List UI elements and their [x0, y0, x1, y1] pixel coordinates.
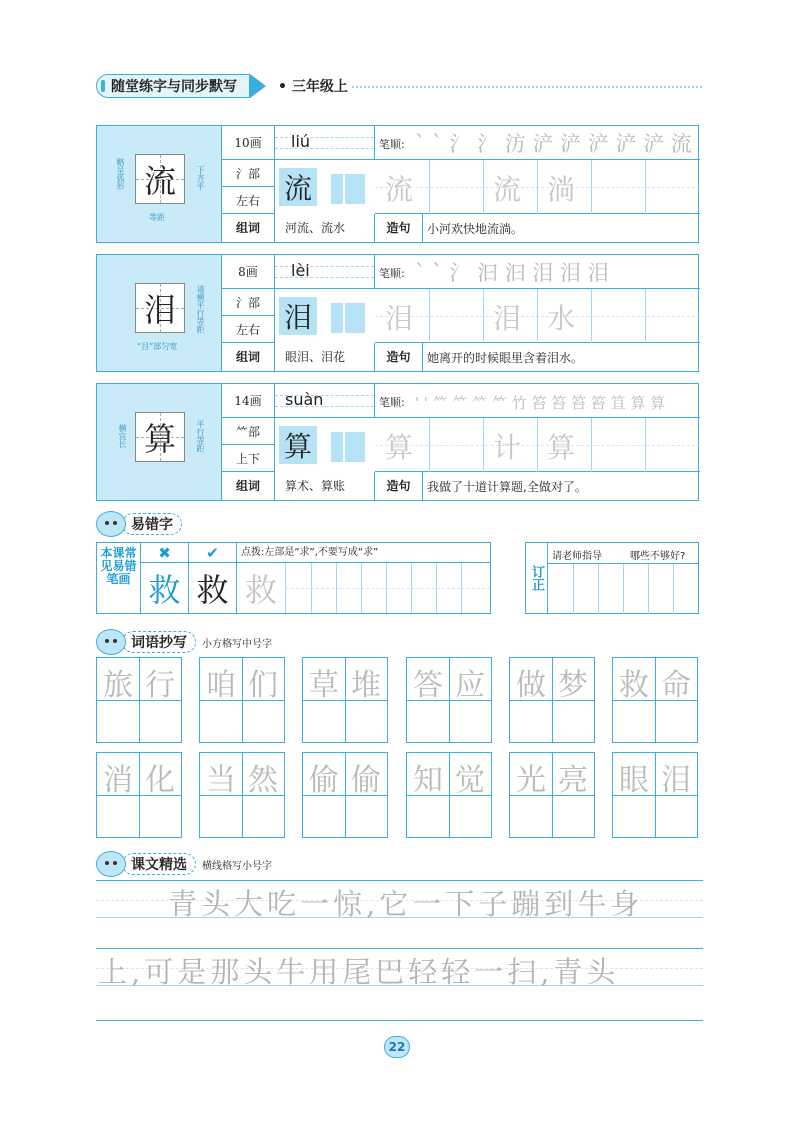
word-box[interactable]	[509, 657, 595, 743]
correction-cells[interactable]	[548, 563, 698, 613]
char-panel	[97, 255, 222, 371]
radical: 氵部	[222, 289, 275, 316]
section-title-error: 易错字	[96, 510, 182, 538]
page-header	[96, 74, 348, 98]
pinyin: suàn	[285, 390, 324, 409]
model-char: 流	[135, 154, 185, 204]
sample-char: 算	[279, 426, 317, 464]
trace-char: 泪	[493, 302, 522, 335]
practice-grid[interactable]	[375, 418, 700, 472]
section-title-passage: 课文精选 横线格写小号字	[96, 850, 272, 878]
mascot-panda-icon	[96, 851, 126, 877]
char-card-lei	[96, 254, 699, 372]
stroke-sequence: ` ` 氵 氵 汸 浐 浐 浐 浐 浐 流	[415, 132, 692, 156]
structure: 左右	[222, 187, 275, 214]
usage-row: 组词 河流、流水 造句 小河欢快地流淌。	[222, 214, 700, 242]
word-trace-char: 光	[516, 763, 546, 798]
word-trace-char: 做	[516, 668, 546, 703]
trace-char: 泪	[385, 302, 414, 335]
trace-char: 算	[547, 431, 576, 464]
char-panel	[97, 126, 222, 242]
header-divider	[352, 86, 702, 88]
error-practice-cells[interactable]	[286, 563, 490, 613]
wrong-mark-icon: ✖	[141, 543, 189, 563]
mascot-cat-icon	[96, 629, 126, 655]
word-box[interactable]	[199, 752, 285, 838]
word-box[interactable]	[406, 752, 492, 838]
sentence-example: 我做了十道计算题,全做对了。	[427, 479, 587, 494]
word-trace-char: 应	[455, 668, 485, 703]
word-box[interactable]	[96, 657, 182, 743]
word-trace-char: 咱	[206, 668, 236, 703]
char-note: 略呈弧形	[116, 158, 125, 190]
word-trace-char: 觉	[455, 763, 485, 798]
word-box[interactable]	[612, 752, 698, 838]
correction-box	[525, 542, 699, 614]
grade-label: • 三年级上	[278, 79, 348, 95]
pinyin: lèi	[291, 261, 310, 280]
char-note: “目”部匀宽	[137, 342, 178, 351]
radical: 氵部	[222, 160, 275, 187]
right-char: 救	[189, 563, 237, 613]
stroke-count: 8画	[222, 255, 275, 289]
pinyin-box	[275, 255, 375, 289]
word-examples: 河流、流水	[275, 214, 375, 242]
word-examples: 眼泪、泪花	[275, 343, 375, 371]
mascot-pig-icon	[96, 511, 126, 537]
structure-block-icon	[331, 303, 365, 333]
word-trace-char: 救	[619, 668, 649, 703]
sentence-example: 她离开的时候眼里含着泪水。	[427, 350, 584, 365]
sample-char: 泪	[279, 297, 317, 335]
stroke-order: 笔顺: ` ` 氵 氵 汸 浐 浐 浐 浐 浐 流	[375, 126, 700, 160]
pinyin-box	[275, 384, 375, 418]
char-card-liu	[96, 125, 699, 243]
model-char: 算	[135, 412, 185, 462]
char-note: 等距	[149, 213, 165, 222]
word-trace-char: 命	[661, 668, 691, 703]
word-trace-char: 知	[413, 763, 443, 798]
trace-char: 算	[385, 431, 414, 464]
page-number: 22	[384, 1036, 410, 1058]
structure: 左右	[222, 316, 275, 343]
book-title: 随堂练字与同步默写	[96, 74, 250, 98]
sentence-example: 小河欢快地流淌。	[427, 221, 524, 236]
word-trace-char: 草	[309, 668, 339, 703]
practice-grid[interactable]	[375, 289, 700, 343]
word-trace-char: 泪	[661, 763, 691, 798]
word-box[interactable]	[509, 752, 595, 838]
word-trace-char: 堆	[351, 668, 381, 703]
section-title-words: 词语抄写 小方格写中号字	[96, 628, 272, 656]
structure-block-icon	[331, 432, 365, 462]
trace-char: 水	[547, 302, 576, 335]
trace-char: 救	[237, 563, 286, 613]
trace-char: 计	[493, 431, 522, 464]
header-arrow-icon	[250, 74, 266, 98]
error-label: 本课常见易错笔画	[97, 543, 141, 613]
wrong-char: 救	[141, 563, 189, 613]
char-note: 请横平行等距	[196, 285, 205, 333]
usage-row: 组词 眼泪、泪花 造句 她离开的时候眼里含着泪水。	[222, 343, 700, 371]
stroke-count: 14画	[222, 384, 275, 418]
word-trace-char: 偷	[351, 763, 381, 798]
error-chars-table	[96, 542, 491, 614]
word-box[interactable]	[199, 657, 285, 743]
char-note: 平行等距	[196, 420, 205, 452]
word-trace-char: 当	[206, 763, 236, 798]
pinyin: liú	[291, 132, 311, 151]
word-box[interactable]	[612, 657, 698, 743]
usage-row: 组词 算术、算账 造句 我做了十道计算题,全做对了。	[222, 472, 700, 500]
stroke-order: 笔顺: ` ` 氵 汩 汩 泪 泪 泪	[375, 255, 700, 289]
word-trace-char: 行	[145, 668, 175, 703]
pinyin-box	[275, 126, 375, 160]
structure: 上下	[222, 445, 275, 472]
word-box[interactable]	[406, 657, 492, 743]
correction-tip: 哪些不够好?	[630, 551, 686, 562]
stroke-sequence: ` ` 氵 汩 汩 泪 泪 泪	[415, 261, 609, 285]
word-trace-char: 偷	[309, 763, 339, 798]
char-card-suan	[96, 383, 699, 501]
trace-char: 流	[385, 173, 414, 206]
word-examples: 算术、算账	[275, 472, 375, 500]
error-tip: 点拨:左部是“求”,不要写成“求”	[241, 547, 379, 558]
word-box[interactable]	[302, 657, 388, 743]
char-note: 横宜长	[118, 424, 127, 448]
stroke-count: 10画	[222, 126, 275, 160]
word-trace-char: 然	[248, 763, 278, 798]
word-trace-char: 们	[248, 668, 278, 703]
char-note: 下齐平	[196, 166, 205, 190]
word-trace-char: 亮	[558, 763, 588, 798]
char-panel	[97, 384, 222, 500]
word-trace-char: 答	[413, 668, 443, 703]
word-trace-char: 眼	[619, 763, 649, 798]
radical: ⺮部	[222, 418, 275, 445]
practice-grid[interactable]	[375, 160, 700, 214]
structure-block-icon	[331, 174, 365, 204]
stroke-sequence: ' ' ⺮ ⺮ ⺮ ⺮ 竹 笞 笞 笞 笞 笪 算 算	[415, 394, 666, 412]
word-trace-char: 梦	[558, 668, 588, 703]
word-trace-char: 化	[145, 763, 175, 798]
model-char: 泪	[135, 283, 185, 333]
trace-char: 淌	[547, 173, 576, 206]
trace-char: 流	[493, 173, 522, 206]
right-mark-icon: ✔	[189, 543, 237, 563]
stroke-order: 笔顺: ' ' ⺮ ⺮ ⺮ ⺮ 竹 笞 笞 笞 笞 笪 算 算	[375, 384, 700, 418]
correction-tip: 请老师指导	[552, 551, 602, 562]
word-trace-char: 消	[103, 763, 133, 798]
correction-label: 订正	[526, 543, 548, 613]
word-box[interactable]	[302, 752, 388, 838]
word-box[interactable]	[96, 752, 182, 838]
word-trace-char: 旅	[103, 668, 133, 703]
sample-char: 流	[279, 168, 317, 206]
